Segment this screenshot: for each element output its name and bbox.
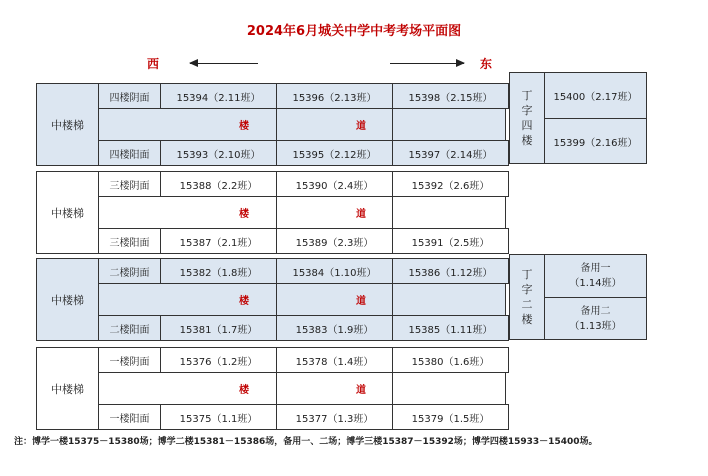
east-arrow-icon [390,63,464,64]
exam-room: 15397（2.14班） [392,140,509,166]
ding2-char: 二 [521,298,533,311]
spare-room-2-name: 备用二 [580,305,611,317]
corridor-label-right: 道 [356,296,366,307]
ding2-building-label [509,254,545,340]
exam-room: 15386（1.12班） [392,258,509,284]
corridor-divider [276,197,277,228]
exam-room: 15377（1.3班） [276,404,393,430]
ding4-room-upper: 15400（2.17班） [544,72,647,119]
exam-room: 15375（1.1班） [160,404,277,430]
stairwell-first-floor: 中楼梯 [36,347,99,430]
floor-side-label: 四楼阴面 [98,83,161,109]
floor-side-label: 一楼阳面 [98,404,161,430]
ding4-char: 四 [521,119,533,132]
ding2-char: 楼 [521,313,533,326]
exam-room: 15376（1.2班） [160,347,277,373]
spare-room-1-name: 备用一 [580,263,611,274]
ding4-char: 楼 [521,134,533,147]
floor-side-label: 二楼阳面 [98,315,161,341]
ding4-char: 丁 [521,89,533,102]
corridor-label-left: 楼 [239,121,249,132]
corridor-divider [392,284,393,315]
exam-room: 15392（2.6班） [392,171,509,197]
corridor-label-left: 楼 [239,385,249,396]
spare-room-1 [544,254,647,298]
corridor-label-right: 道 [356,385,366,396]
floor-side-label: 三楼阴面 [98,171,161,197]
ding4-building-label [509,72,545,164]
floor-side-label: 四楼阳面 [98,140,161,166]
exam-room: 15396（2.13班） [276,83,393,109]
exam-room: 15384（1.10班） [276,258,393,284]
stairwell-second-floor: 中楼梯 [36,258,99,341]
corridor-label-left: 楼 [239,296,249,307]
corridor-divider [392,109,393,140]
ding4-char: 字 [521,104,533,117]
exam-room: 15380（1.6班） [392,347,509,373]
floor-side-label: 一楼阴面 [98,347,161,373]
east-label: 东 [480,57,493,71]
corridor-divider [276,109,277,140]
floor-side-label: 二楼阴面 [98,258,161,284]
spare-room-2 [544,297,647,340]
corridor-divider [392,373,393,404]
corridor-divider [276,373,277,404]
exam-room: 15389（2.3班） [276,228,393,254]
exam-room: 15387（2.1班） [160,228,277,254]
exam-room: 15388（2.2班） [160,171,277,197]
west-label: 西 [147,57,160,71]
ding2-char: 丁 [521,268,533,281]
footnote: 注：博学一楼15375－15380场；博学二楼15381－15386场，备用一、二场；博学三楼15387－15392场；博学四楼15933－15400场。 [14,437,598,447]
exam-room: 15378（1.4班） [276,347,393,373]
exam-room: 15393（2.10班） [160,140,277,166]
exam-room: 15379（1.5班） [392,404,509,430]
west-arrow-icon [190,63,258,64]
stairwell-fourth-floor: 中楼梯 [36,83,99,166]
exam-room: 15381（1.7班） [160,315,277,341]
exam-room: 15390（2.4班） [276,171,393,197]
spare-room-2-class: （1.13班） [569,320,622,332]
corridor-label-right: 道 [356,121,366,132]
corridor-label-right: 道 [356,209,366,220]
exam-room: 15398（2.15班） [392,83,509,109]
stairwell-third-floor: 中楼梯 [36,171,99,254]
corridor-divider [392,197,393,228]
spare-room-1-class: （1.14班） [569,278,622,289]
corridor-divider [276,284,277,315]
exam-room: 15394（2.11班） [160,83,277,109]
exam-room: 15385（1.11班） [392,315,509,341]
exam-room: 15391（2.5班） [392,228,509,254]
exam-room: 15382（1.8班） [160,258,277,284]
exam-room: 15383（1.9班） [276,315,393,341]
corridor-label-left: 楼 [239,209,249,220]
floor-side-label: 三楼阳面 [98,228,161,254]
page-title: 2024年6月城关中学中考考场平面图 [246,24,462,39]
exam-room: 15395（2.12班） [276,140,393,166]
ding4-room-lower: 15399（2.16班） [544,118,647,164]
ding2-char: 字 [521,283,533,296]
